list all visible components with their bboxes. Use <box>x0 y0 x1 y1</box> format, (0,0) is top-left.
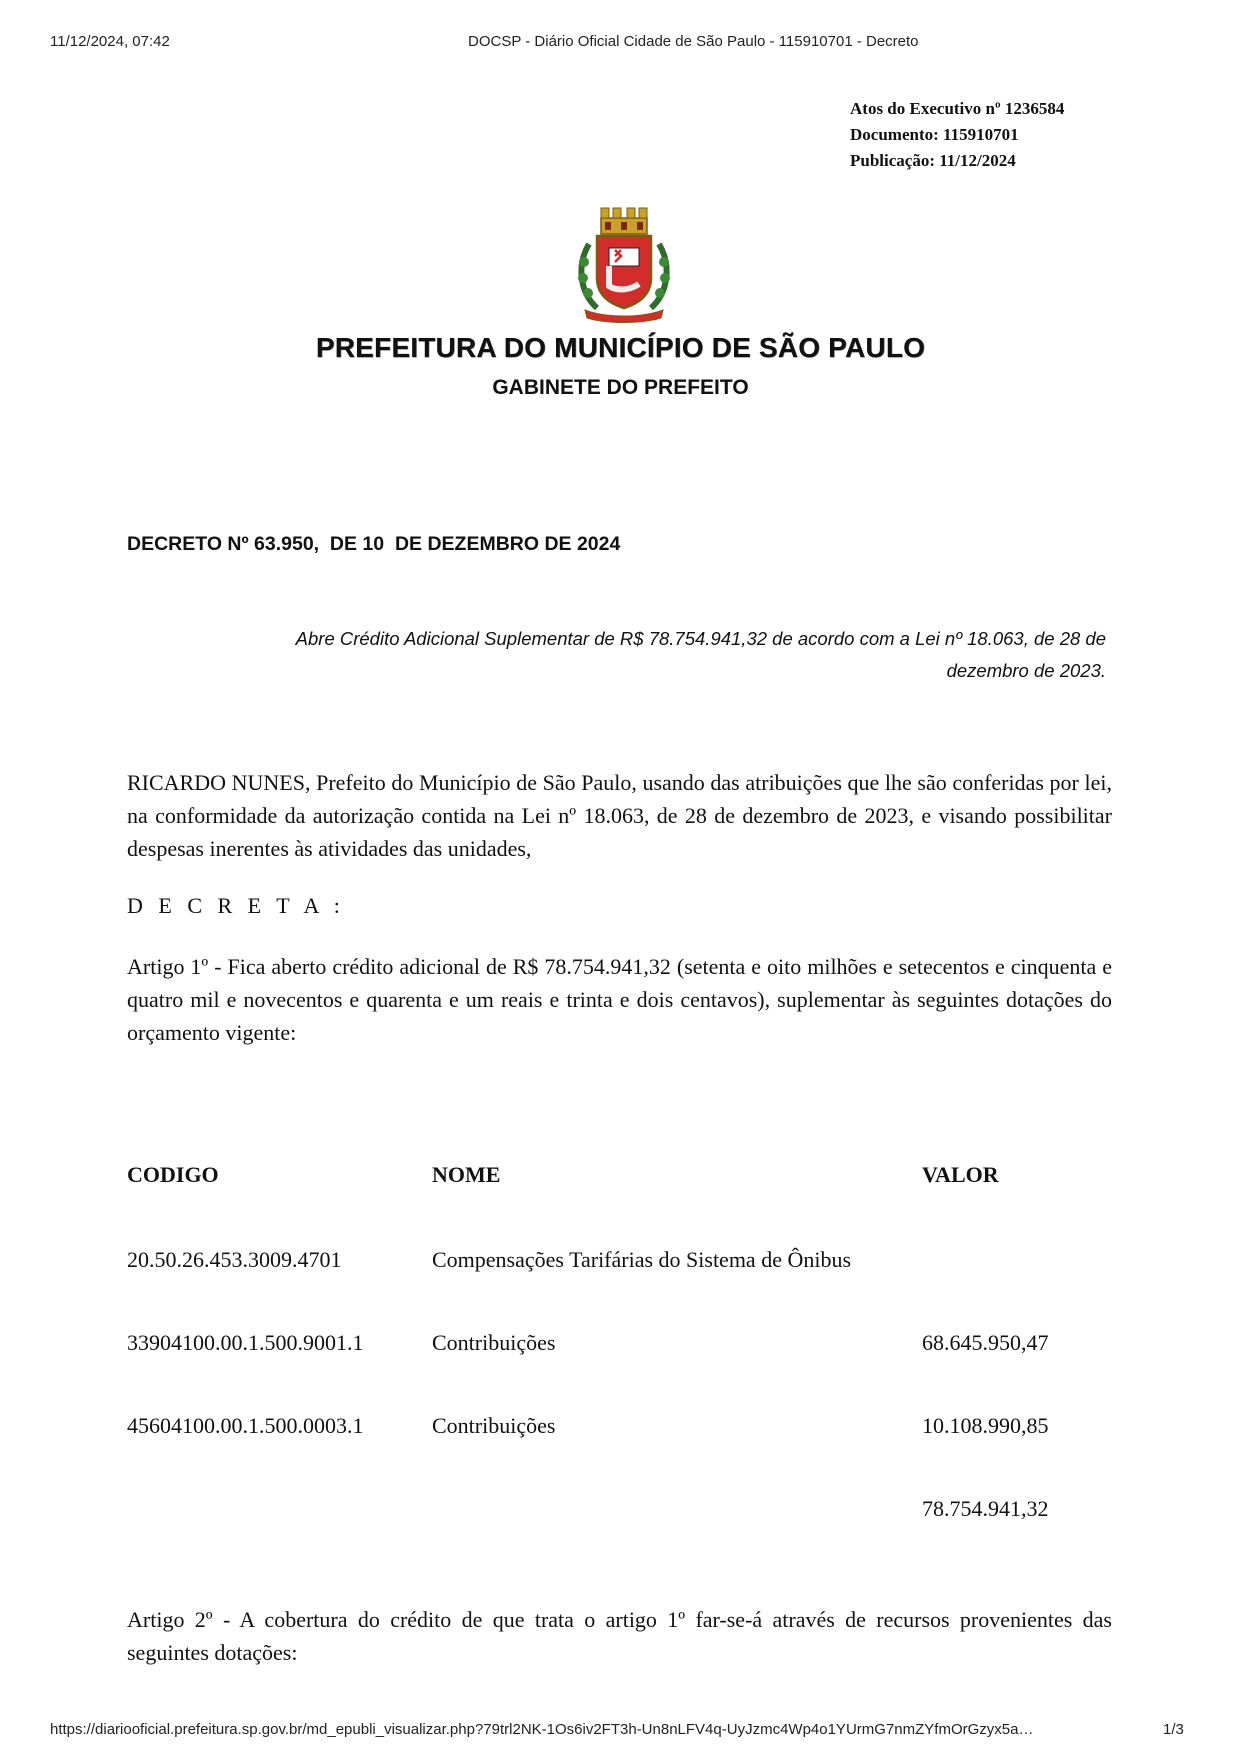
table-cell-nome: Contribuições <box>432 1413 556 1438</box>
table-header-codigo: CODIGO <box>127 1162 219 1187</box>
table-cell-nome: Contribuições <box>432 1330 556 1355</box>
publication-date: Publicação: 11/12/2024 <box>850 151 1016 170</box>
decreta-heading: D E C R E T A : <box>127 893 345 918</box>
print-url: https://diariooficial.prefeitura.sp.gov.br/md_epubli_visualizar.php?79trl2NK-1Os6iv2FT3h-Un8nLFV4q-UyJzmc4Wp4o1YUrmG7nmZYfmOrGzyx5a… <box>50 1721 1034 1738</box>
decree-ementa <box>210 623 1106 687</box>
table-header-valor: VALOR <box>922 1162 999 1187</box>
table-cell-codigo: 33904100.00.1.500.9001.1 <box>127 1330 364 1355</box>
decree-preamble: RICARDO NUNES, Prefeito do Município de São Paulo, usando das atribuições que lhe são conferidas por lei, na conformidade da autorização contida na Lei nº 18.063, de 28 de dezembro de 2023, e visando possibilitar despesas inerentes às atividades das unidades, <box>127 770 1112 861</box>
table-total: 78.754.941,32 <box>922 1496 1049 1521</box>
letterhead-subtitle: GABINETE DO PREFEITO <box>492 376 749 399</box>
decree-title: DECRETO Nº 63.950, DE 10 DE DEZEMBRO DE 2024 <box>127 533 621 555</box>
page-number: 1/3 <box>1163 1721 1184 1738</box>
artigo-2: Artigo 2º - A cobertura do crédito de que trata o artigo 1º far-se-á através de recursos provenientes das seguintes dotações: <box>127 1607 1112 1665</box>
ementa-line-2: dezembro de 2023. <box>946 660 1106 681</box>
document-number: Documento: 115910701 <box>850 125 1019 144</box>
sao-paulo-coat-of-arms-icon <box>575 204 673 326</box>
ementa-line-1: Abre Crédito Adicional Suplementar de R$ 78.754.941,32 de acordo com a Lei nº 18.063, de 28 de <box>295 628 1106 649</box>
publication-meta <box>850 96 1064 174</box>
artigo-1: Artigo 1º - Fica aberto crédito adicional de R$ 78.754.941,32 (setenta e oito milhões e setecentos e cinquenta e quatro mil e novecentos e quarenta e um reais e trinta e dois centavos), suplementar às seguintes dotações do orçamento vigente: <box>127 954 1112 1045</box>
table-cell-codigo: 45604100.00.1.500.0003.1 <box>127 1413 364 1438</box>
letterhead-title: PREFEITURA DO MUNICÍPIO DE SÃO PAULO <box>315 332 926 363</box>
table-cell-nome: Compensações Tarifárias do Sistema de Ônibus <box>432 1247 852 1272</box>
table-cell-codigo: 20.50.26.453.3009.4701 <box>127 1247 342 1272</box>
table-cell-valor: 10.108.990,85 <box>922 1413 1049 1438</box>
print-page-title: DOCSP - Diário Oficial Cidade de São Paulo - 115910701 - Decreto <box>468 33 919 50</box>
atos-number: Atos do Executivo nº 1236584 <box>850 99 1065 118</box>
table-cell-valor: 68.645.950,47 <box>922 1330 1049 1355</box>
print-datetime: 11/12/2024, 07:42 <box>50 33 170 50</box>
table-header-nome: NOME <box>432 1162 501 1187</box>
